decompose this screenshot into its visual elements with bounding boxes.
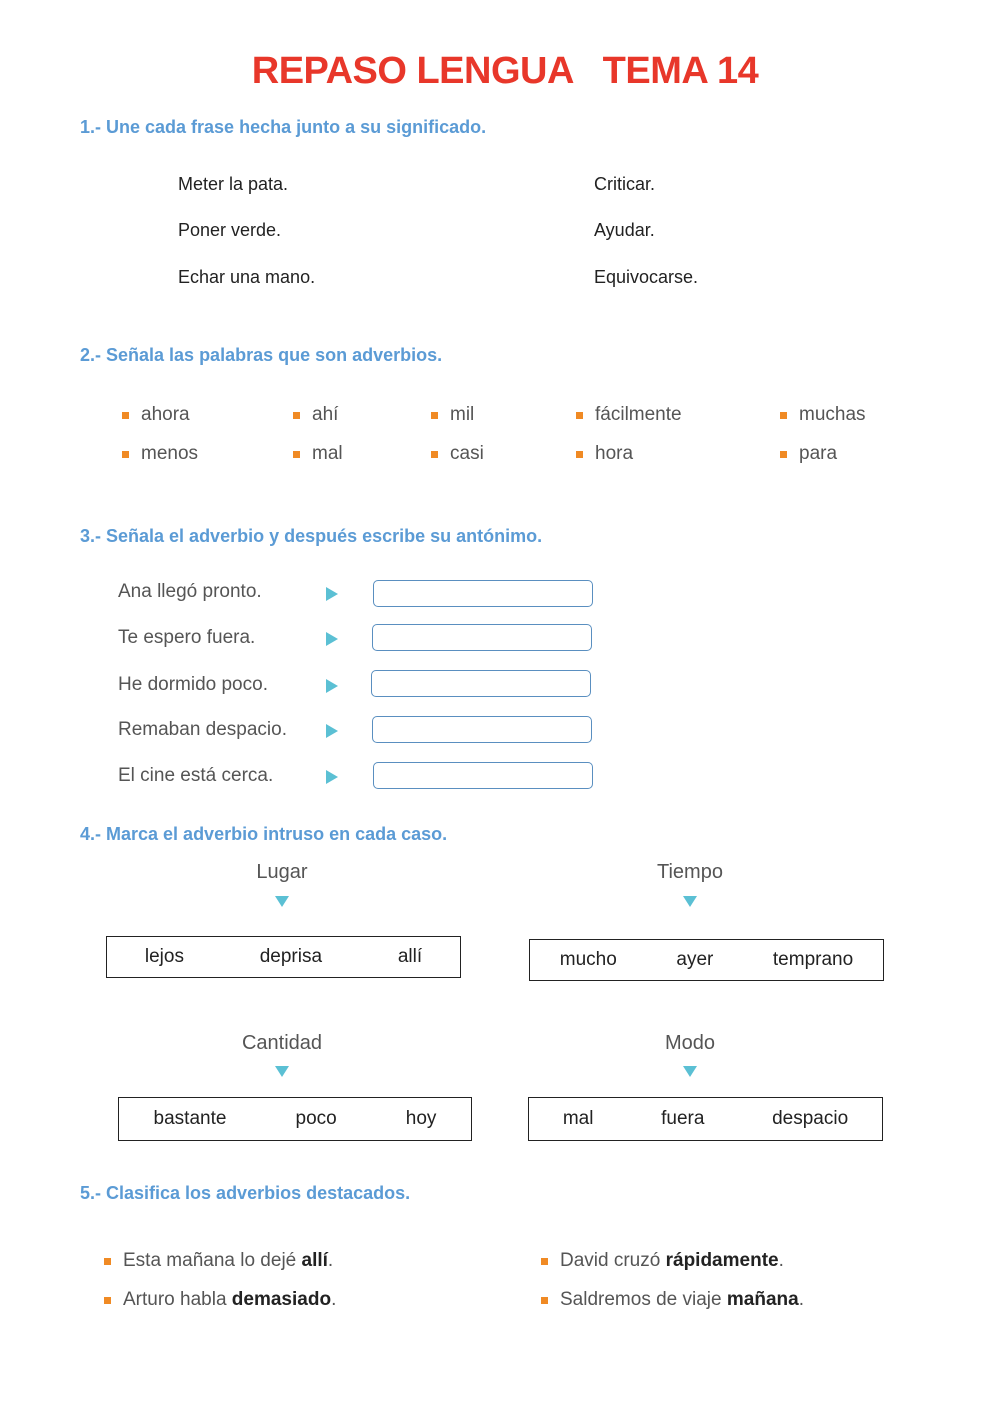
sentence-item[interactable]: Remaban despacio. <box>118 719 287 740</box>
intruder-word[interactable]: poco <box>295 1108 337 1129</box>
sentence-item[interactable]: Ana llegó pronto. <box>118 581 262 602</box>
antonym-input[interactable] <box>373 580 593 607</box>
bullet-icon <box>541 1297 548 1304</box>
word-box-lugar <box>106 936 461 978</box>
meaning-item[interactable]: Ayudar. <box>594 220 655 240</box>
arrow-down-icon <box>683 896 697 907</box>
exercise-5-heading: 5.- Clasifica los adverbios destacados. <box>80 1183 411 1203</box>
bullet-icon <box>104 1297 111 1304</box>
classify-item[interactable]: David cruzó rápidamente . <box>541 1250 784 1272</box>
group-label-modo: Modo <box>664 1032 716 1054</box>
word-option[interactable]: casi <box>431 443 484 465</box>
intruder-word[interactable]: allí <box>397 946 423 967</box>
antonym-input[interactable] <box>372 624 592 651</box>
bullet-icon <box>122 451 129 458</box>
antonym-input[interactable] <box>373 762 593 789</box>
phrase-item[interactable]: Poner verde. <box>178 220 282 240</box>
bullet-icon <box>541 1258 548 1265</box>
arrow-down-icon <box>275 1066 289 1077</box>
meaning-item[interactable]: Equivocarse. <box>594 267 699 287</box>
word-option[interactable]: menos <box>122 443 198 465</box>
word-option[interactable]: fácilmente <box>576 404 682 426</box>
arrow-right-icon <box>326 770 338 784</box>
word-option[interactable]: para <box>780 443 837 465</box>
exercise-2-heading: 2.- Señala las palabras que son adverbios. <box>80 345 443 365</box>
word-option[interactable]: ahora <box>122 404 190 426</box>
arrow-right-icon <box>326 679 338 693</box>
word-box-tiempo <box>529 939 884 981</box>
phrase-item[interactable]: Echar una mano. <box>178 267 316 287</box>
bullet-icon <box>122 412 129 419</box>
intruder-word[interactable]: fuera <box>661 1108 705 1129</box>
meaning-item[interactable]: Criticar. <box>594 174 656 194</box>
bullet-icon <box>576 412 583 419</box>
bullet-icon <box>431 412 438 419</box>
sentence-item[interactable]: El cine está cerca. <box>118 765 274 786</box>
arrow-right-icon <box>326 724 338 738</box>
group-label-tiempo: Tiempo <box>657 861 723 883</box>
intruder-word[interactable]: lejos <box>144 946 184 967</box>
arrow-down-icon <box>683 1066 697 1077</box>
intruder-word[interactable]: ayer <box>676 949 714 970</box>
intruder-word[interactable]: deprisa <box>259 946 323 967</box>
word-option[interactable]: mil <box>431 404 474 426</box>
bullet-icon <box>431 451 438 458</box>
exercise-4-heading: 4.- Marca el adverbio intruso en cada caso. <box>80 824 448 844</box>
bullet-icon <box>104 1258 111 1265</box>
classify-item[interactable]: Esta mañana lo dejé allí . <box>104 1250 333 1272</box>
classify-item[interactable]: Saldremos de viaje mañana . <box>541 1289 804 1311</box>
bullet-icon <box>293 412 300 419</box>
sentence-item[interactable]: Te espero fuera. <box>118 627 256 648</box>
intruder-word[interactable]: mal <box>562 1108 594 1129</box>
antonym-input[interactable] <box>372 716 592 743</box>
intruder-word[interactable]: despacio <box>772 1108 849 1129</box>
intruder-word[interactable]: temprano <box>772 949 854 970</box>
intruder-word[interactable]: bastante <box>153 1108 227 1129</box>
intruder-word[interactable]: mucho <box>559 949 617 970</box>
bullet-icon <box>780 451 787 458</box>
word-box-cantidad <box>118 1097 472 1141</box>
bullet-icon <box>780 412 787 419</box>
word-option[interactable]: muchas <box>780 404 866 426</box>
bullet-icon <box>576 451 583 458</box>
group-label-lugar: Lugar <box>256 861 308 883</box>
group-label-cantidad: Cantidad <box>241 1032 323 1054</box>
arrow-right-icon <box>326 632 338 646</box>
bullet-icon <box>293 451 300 458</box>
exercise-3-heading: 3.- Señala el adverbio y después escribe su antónimo. <box>80 526 543 546</box>
classify-item[interactable]: Arturo habla demasiado . <box>104 1289 336 1311</box>
sentence-item[interactable]: He dormido poco. <box>118 674 268 695</box>
page-title: REPASO LENGUA TEMA 14 <box>251 50 759 92</box>
word-option[interactable]: hora <box>576 443 633 465</box>
antonym-input[interactable] <box>371 670 591 697</box>
exercise-1-heading: 1.- Une cada frase hecha junto a su significado. <box>80 117 487 137</box>
arrow-right-icon <box>326 587 338 601</box>
phrase-item[interactable]: Meter la pata. <box>178 174 289 194</box>
intruder-word[interactable]: hoy <box>405 1108 437 1129</box>
word-box-modo <box>528 1097 883 1141</box>
arrow-down-icon <box>275 896 289 907</box>
word-option[interactable]: ahí <box>293 404 338 426</box>
word-option[interactable]: mal <box>293 443 343 465</box>
